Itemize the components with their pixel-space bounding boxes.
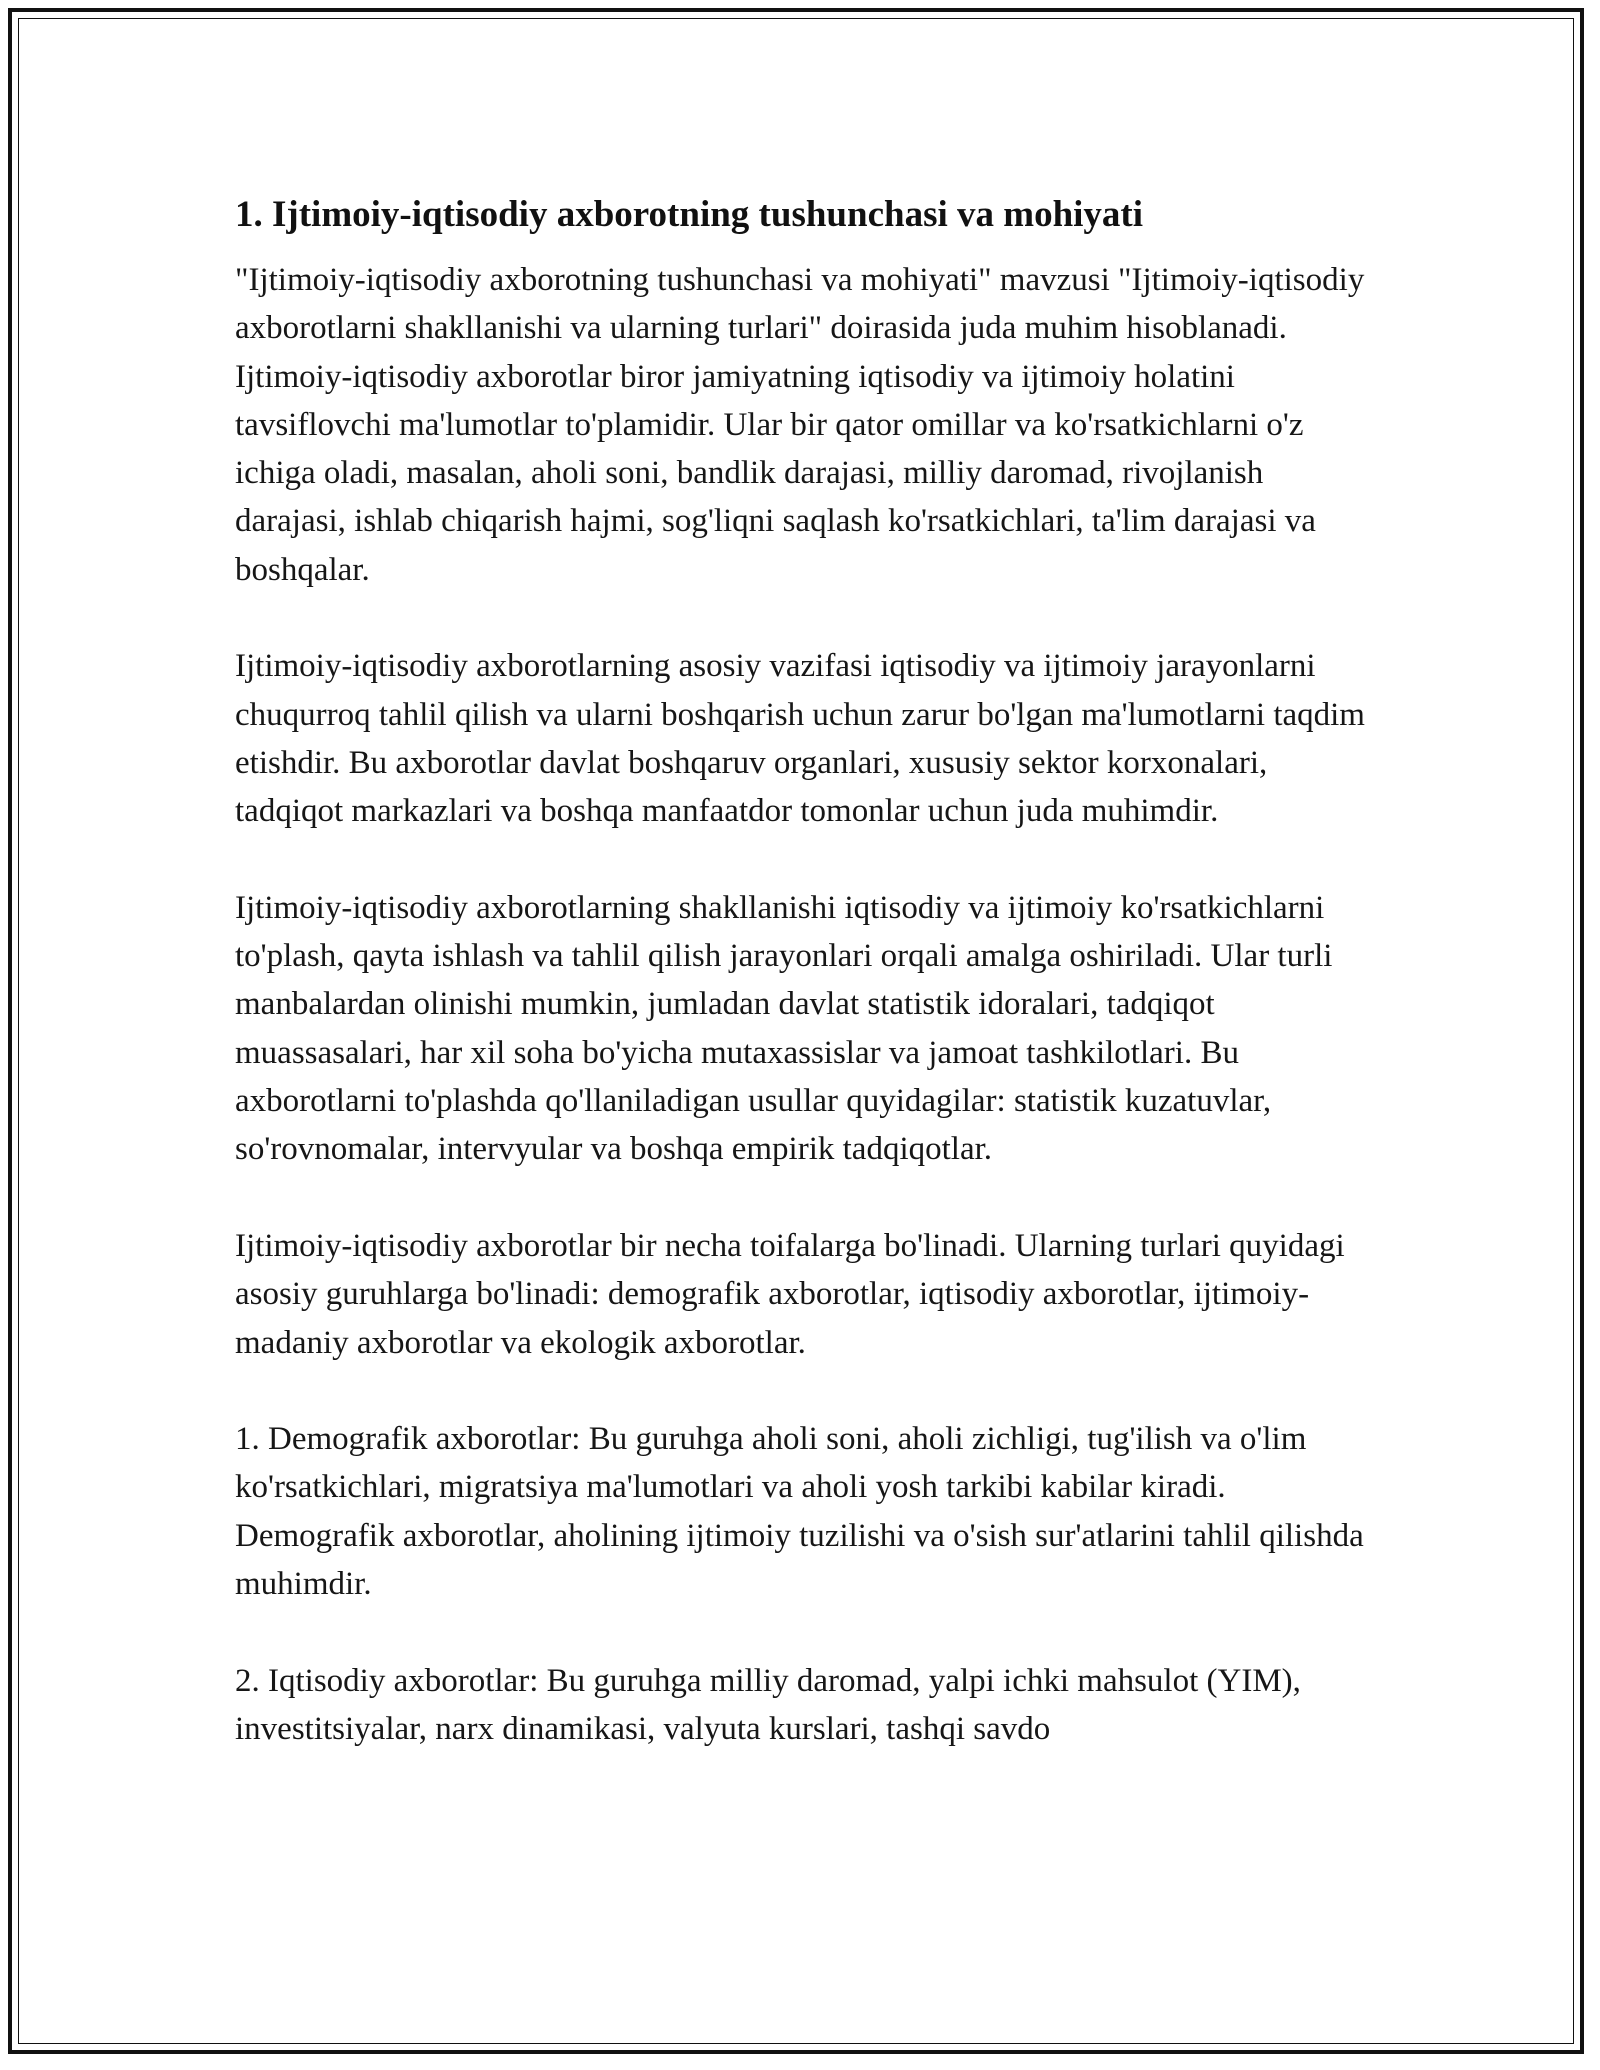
paragraph-purpose: Ijtimoiy-iqtisodiy axborotlarning asosiy vazifasi iqtisodiy va ijtimoiy jarayonlarni chuqurroq tahlil qilish va ularni boshqarish uchun zarur bo'lgan ma'lumotlarni taqdim etishdir. Bu axborotlar davlat boshqaruv organlari, xususiy sektor korxonalari, tadqiqot markazlari va boshqa manfaatdor tomonlar uchun juda muhimdir.: [235, 648, 1365, 830]
paragraph-categories: Ijtimoiy-iqtisodiy axborotlar bir necha toifalarga bo'linadi. Ularning turlari quyidagi asosiy guruhlarga bo'linadi: demografik axborotlar, iqtisodiy axborotlar, ijtimoiy-madaniy axborotlar va ekologik axborotlar.: [235, 1227, 1345, 1361]
section-heading: 1. Ijtimoiy-iqtisodiy axborotning tushunchasi va mohiyati: [235, 194, 1144, 235]
paragraph-demographic: 1. Demografik axborotlar: Bu guruhga aholi soni, aholi zichligi, tug'ilish va o'lim ko'rsatkichlari, migratsiya ma'lumotlari va aholi yosh tarkibi kabilar kiradi. Demografik axborotlar, aholining ijtimoiy tuzilishi va o'sish sur'atlarini tahlil qilishda muhimdir.: [235, 1421, 1364, 1603]
paragraph-economic: 2. Iqtisodiy axborotlar: Bu guruhga milliy daromad, yalpi ichki mahsulot (YIM), investitsiyalar, narx dinamikasi, valyuta kurslari, tashqi savdo: [235, 1662, 1301, 1747]
paragraph-intro: "Ijtimoiy-iqtisodiy axborotning tushunchasi va mohiyati" mavzusi "Ijtimoiy-iqtisodiy axborotlarni shakllanishi va ularning turlari" doirasida juda muhim hisoblanadi. Ijtimoiy-iqtisodiy axborotlar biror jamiyatning iqtisodiy va ijtimoiy holatini tavsiflovchi ma'lumotlar to'plamidir. Ular bir qator omillar va ko'rsatkichlarni o'z ichiga oladi, masalan, aholi soni, bandlik darajasi, milliy daromad, rivojlanish darajasi, ishlab chiqarish hajmi, sog'liqni saqlash ko'rsatkichlari, ta'lim darajasi va boshqalar.: [235, 262, 1365, 588]
paragraph-formation: Ijtimoiy-iqtisodiy axborotlarning shakllanishi iqtisodiy va ijtimoiy ko'rsatkichlarni to'plash, qayta ishlash va tahlil qilish jarayonlari orqali amalga oshiriladi. Ular turli manbalardan olinishi mumkin, jumladan davlat statistik idoralari, tadqiqot muassasalari, har xil soha bo'yicha mutaxassislar va jamoat tashkilotlari. Bu axborotlarni to'plashda qo'llaniladigan usullar quyidagilar: statistik kuzatuvlar, so'rovnomalar, intervyular va boshqa empirik tadqiqotlar.: [235, 889, 1333, 1168]
document-body: [235, 188, 1365, 1753]
